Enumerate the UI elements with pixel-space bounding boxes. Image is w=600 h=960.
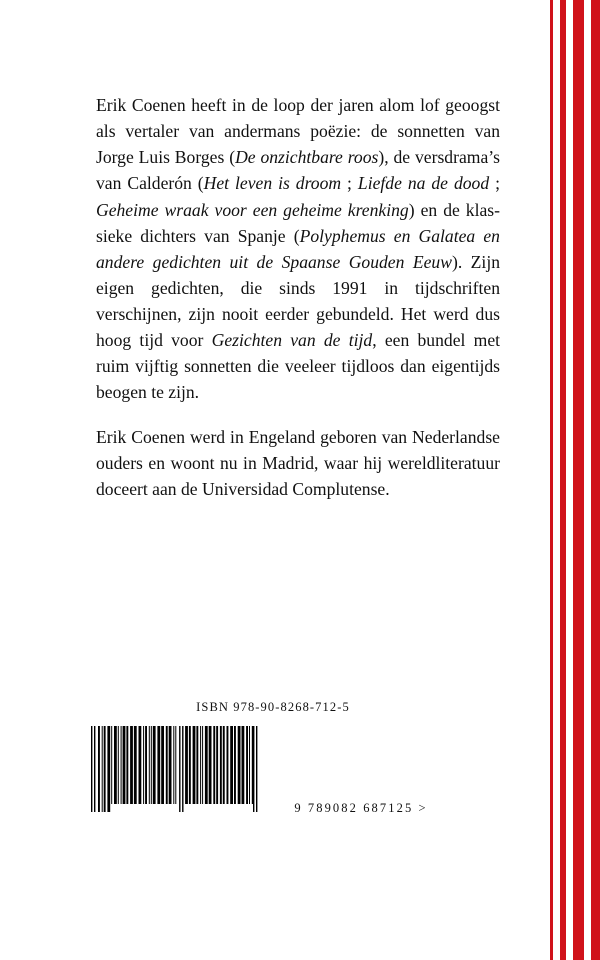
barcode-image (87, 726, 259, 812)
spine-stripe-4 (591, 0, 600, 960)
spine-stripes (546, 0, 600, 960)
barcode-area (0, 700, 546, 817)
spine-stripe-1 (550, 0, 553, 960)
spine-stripe-2 (560, 0, 566, 960)
barcode-digits: 9 789082 687125 > (294, 801, 428, 815)
isbn-line: ISBN 978-90-8268-712-5 (196, 700, 350, 714)
barcode-bars-svg (87, 726, 259, 812)
blurb-paragraph-2: Erik Coenen werd in Engeland geboren van Nederlandse ouders en woont nu in Madrid, waar hij wereldliteratuur doceert aan de Universidad Complutense. (96, 426, 500, 499)
blurb-paragraph-1: Erik Coenen heeft in de loop der jaren alom lof geoogst als vertaler van andermans poëzie: de sonnetten van Jorge Luis Borges (De onzichtbare roos), de versdrama’s van Calderón (Het leven is droom ; Liefde na de dood ; Geheime wraak voor een geheime krenking) en de klassieke dichters van Spanje (Polyphemus en Galatea en andere gedichten uit de Spaanse Gouden Eeuw). Zijn eigen gedichten, die sinds 1991 in tijdschriften verschijnen, zijn nooit eerder gebundeld. Het werd dus hoog tijd voor Gezichten van de tijd, een bundel met ruim vijftig sonnetten die veeleer tijdloos dan eigentijds beogen te zijn. (96, 95, 501, 403)
blurb-text (96, 92, 500, 502)
spine-stripe-3 (573, 0, 584, 960)
